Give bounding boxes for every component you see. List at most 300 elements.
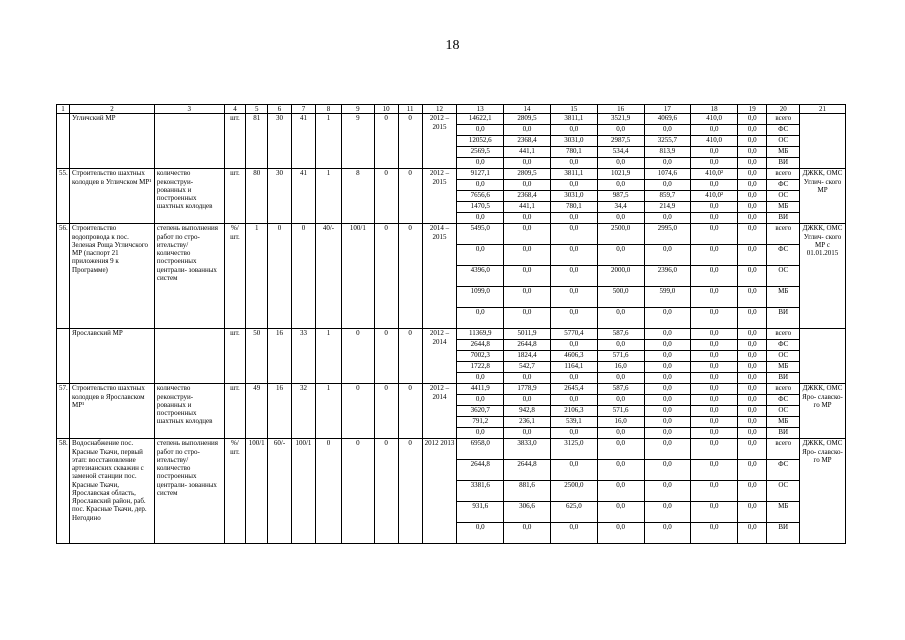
funding-value: 4069,6 xyxy=(644,114,691,125)
funding-value: 0,0 xyxy=(644,417,691,428)
funding-value: 0,0 xyxy=(644,481,691,502)
funding-value: 0,0 xyxy=(644,158,691,169)
funding-value: 0,0 xyxy=(738,417,767,428)
funding-value: 306,6 xyxy=(504,502,551,523)
column-number-20: 20 xyxy=(767,105,800,114)
funding-value: 0,0 xyxy=(550,287,597,308)
funding-value: 2106,3 xyxy=(550,406,597,417)
funding-value: 0,0 xyxy=(691,439,738,460)
funding-value: 2644,8 xyxy=(457,340,504,351)
funding-value: 12052,6 xyxy=(457,136,504,147)
funding-value: 0,0 xyxy=(644,460,691,481)
page-number: 18 xyxy=(445,38,460,53)
funding-value: 0,0 xyxy=(457,213,504,224)
funding-value: 0,0 xyxy=(550,373,597,384)
funding-source: всего xyxy=(767,439,800,460)
funding-value: 0,0 xyxy=(644,384,691,395)
funding-value: 0,0 xyxy=(738,266,767,287)
funding-value: 2987,5 xyxy=(597,136,644,147)
value-col8: 1 xyxy=(315,114,341,169)
indicator xyxy=(154,329,224,384)
funding-value: 0,0 xyxy=(738,125,767,136)
funding-source: МБ xyxy=(767,362,800,373)
funding-value: 0,0 xyxy=(644,395,691,406)
funding-value: 0,0 xyxy=(597,439,644,460)
value-col11: 0 xyxy=(398,224,422,329)
funding-value: 5011,9 xyxy=(504,329,551,340)
funding-source: ВИ xyxy=(767,428,800,439)
table-row xyxy=(57,329,846,340)
executor: ДЖКК, ОМС Яро- славско- го МР xyxy=(800,439,846,544)
funding-value: 0,0 xyxy=(691,158,738,169)
funding-value: 34,4 xyxy=(597,202,644,213)
funding-value: 0,0 xyxy=(691,147,738,158)
funding-value: 0,0 xyxy=(457,428,504,439)
funding-value: 0,0 xyxy=(597,428,644,439)
funding-value: 11369,9 xyxy=(457,329,504,340)
value-col11: 0 xyxy=(398,439,422,544)
value-col7: 41 xyxy=(292,114,316,169)
indicator: степень выполнения работ по стро- ительству/ количество построенных централи- зованных систем xyxy=(154,439,224,544)
funding-value: 0,0 xyxy=(644,373,691,384)
period: 2012 – 2015 xyxy=(422,114,457,169)
funding-value: 0,0 xyxy=(738,406,767,417)
funding-value: 0,0 xyxy=(691,287,738,308)
funding-value: 0,0 xyxy=(738,362,767,373)
funding-value: 0,0 xyxy=(691,224,738,245)
funding-value: 571,6 xyxy=(597,351,644,362)
column-number-10: 10 xyxy=(374,105,398,114)
value-col8: 1 xyxy=(315,169,341,224)
funding-value: 0,0 xyxy=(644,213,691,224)
funding-value: 0,0 xyxy=(457,395,504,406)
funding-value: 0,0 xyxy=(550,266,597,287)
funding-value: 0,0 xyxy=(644,523,691,544)
funding-value: 3833,0 xyxy=(504,439,551,460)
funding-value: 0,0 xyxy=(597,125,644,136)
funding-value: 0,0 xyxy=(691,384,738,395)
funding-value: 410,0 xyxy=(691,114,738,125)
funding-value: 0,0 xyxy=(550,395,597,406)
funding-value: 0,0 xyxy=(597,460,644,481)
column-number-2: 2 xyxy=(70,105,155,114)
funding-value: 2645,4 xyxy=(550,384,597,395)
funding-value: 0,0 xyxy=(691,502,738,523)
funding-value: 587,6 xyxy=(597,384,644,395)
unit: шт. xyxy=(224,169,246,224)
funding-value: 2569,5 xyxy=(457,147,504,158)
funding-value: 0,0 xyxy=(738,384,767,395)
unit: %/ шт. xyxy=(224,439,246,544)
funding-value: 0,0 xyxy=(644,439,691,460)
funding-source: ФС xyxy=(767,125,800,136)
funding-value: 780,1 xyxy=(550,202,597,213)
value-col6: 16 xyxy=(268,384,292,439)
funding-value: 859,7 xyxy=(644,191,691,202)
funding-value: 4606,3 xyxy=(550,351,597,362)
funding-value: 3811,1 xyxy=(550,169,597,180)
funding-value: 0,0 xyxy=(504,523,551,544)
funding-value: 2644,8 xyxy=(504,460,551,481)
table-row xyxy=(57,224,846,245)
value-col9: 100/1 xyxy=(342,224,375,329)
funding-value: 0,0 xyxy=(738,481,767,502)
value-col6: 30 xyxy=(268,114,292,169)
funding-value: 6958,0 xyxy=(457,439,504,460)
funding-value: 0,0 xyxy=(644,245,691,266)
funding-value: 1074,6 xyxy=(644,169,691,180)
funding-source: ВИ xyxy=(767,213,800,224)
value-col8: 0 xyxy=(315,439,341,544)
value-col11: 0 xyxy=(398,384,422,439)
funding-value: 0,0 xyxy=(597,180,644,191)
value-col9: 0 xyxy=(342,384,375,439)
funding-value: 4396,0 xyxy=(457,266,504,287)
funding-value: 0,0 xyxy=(597,395,644,406)
period: 2012 – 2014 xyxy=(422,329,457,384)
value-col11: 0 xyxy=(398,114,422,169)
funding-value: 0,0 xyxy=(597,373,644,384)
funding-value: 0,0 xyxy=(738,502,767,523)
funding-value: 599,0 xyxy=(644,287,691,308)
table-row xyxy=(57,439,846,460)
funding-value: 2368,4 xyxy=(504,136,551,147)
funding-source: ОС xyxy=(767,406,800,417)
value-col5: 100/1 xyxy=(246,439,268,544)
funding-value: 7002,3 xyxy=(457,351,504,362)
value-col9: 8 xyxy=(342,169,375,224)
period: 2012 – 2014 xyxy=(422,384,457,439)
funding-source: ОС xyxy=(767,351,800,362)
funding-value: 3811,1 xyxy=(550,114,597,125)
value-col6: 16 xyxy=(268,329,292,384)
value-col10: 0 xyxy=(374,329,398,384)
funding-value: 0,0 xyxy=(597,158,644,169)
funding-value: 0,0 xyxy=(738,136,767,147)
funding-value: 0,0 xyxy=(644,329,691,340)
value-col5: 1 xyxy=(246,224,268,329)
funding-value: 0,0 xyxy=(644,308,691,329)
funding-value: 0,0 xyxy=(504,180,551,191)
funding-source: всего xyxy=(767,114,800,125)
funding-value: 0,0 xyxy=(644,362,691,373)
item-name: Угличский МР xyxy=(70,114,155,169)
funding-source: ОС xyxy=(767,266,800,287)
row-number xyxy=(57,114,70,169)
funding-source: ВИ xyxy=(767,373,800,384)
funding-value: 0,0 xyxy=(738,169,767,180)
column-number-8: 8 xyxy=(315,105,341,114)
funding-value: 0,0 xyxy=(504,287,551,308)
funding-value: 214,9 xyxy=(644,202,691,213)
funding-value: 0,0 xyxy=(457,523,504,544)
funding-source: ОС xyxy=(767,136,800,147)
value-col9: 0 xyxy=(342,329,375,384)
funding-value: 0,0 xyxy=(504,266,551,287)
funding-value: 0,0 xyxy=(550,224,597,245)
funding-value: 0,0 xyxy=(504,245,551,266)
funding-source: ВИ xyxy=(767,158,800,169)
executor xyxy=(800,114,846,169)
funding-value: 534,4 xyxy=(597,147,644,158)
funding-value: 0,0 xyxy=(738,340,767,351)
funding-value: 0,0 xyxy=(691,340,738,351)
column-number-1: 1 xyxy=(57,105,70,114)
funding-value: 0,0 xyxy=(738,395,767,406)
funding-value: 2809,5 xyxy=(504,114,551,125)
funding-value: 0,0 xyxy=(691,125,738,136)
funding-value: 0,0 xyxy=(550,428,597,439)
column-number-13: 13 xyxy=(457,105,504,114)
funding-value: 0,0 xyxy=(550,158,597,169)
funding-source: ВИ xyxy=(767,308,800,329)
funding-value: 9127,1 xyxy=(457,169,504,180)
funding-value: 1021,9 xyxy=(597,169,644,180)
value-col10: 0 xyxy=(374,439,398,544)
funding-value: 539,1 xyxy=(550,417,597,428)
value-col7: 41 xyxy=(292,169,316,224)
funding-source: ФС xyxy=(767,460,800,481)
column-number-row xyxy=(57,105,846,114)
column-number-17: 17 xyxy=(644,105,691,114)
funding-value: 410,0² xyxy=(691,191,738,202)
indicator: количество реконструи- рованных и построенных шахтных колодцев xyxy=(154,169,224,224)
funding-value: 3031,0 xyxy=(550,191,597,202)
value-col11: 0 xyxy=(398,329,422,384)
executor xyxy=(800,329,846,384)
funding-value: 16,0 xyxy=(597,362,644,373)
executor: ДЖКК, ОМС Углич- ского МР с 01.01.2015 xyxy=(800,224,846,329)
funding-value: 16,0 xyxy=(597,417,644,428)
funding-source: МБ xyxy=(767,502,800,523)
funding-source: ФС xyxy=(767,245,800,266)
funding-source: ФС xyxy=(767,395,800,406)
table-row xyxy=(57,114,846,125)
funding-value: 0,0 xyxy=(738,373,767,384)
column-number-6: 6 xyxy=(268,105,292,114)
funding-value: 1164,1 xyxy=(550,362,597,373)
column-number-5: 5 xyxy=(246,105,268,114)
funding-value: 5770,4 xyxy=(550,329,597,340)
value-col7: 100/1 xyxy=(292,439,316,544)
value-col9: 9 xyxy=(342,114,375,169)
value-col5: 80 xyxy=(246,169,268,224)
funding-value: 2500,0 xyxy=(597,224,644,245)
value-col8: 1 xyxy=(315,384,341,439)
funding-source: всего xyxy=(767,384,800,395)
unit: шт. xyxy=(224,384,246,439)
funding-value: 2396,0 xyxy=(644,266,691,287)
value-col10: 0 xyxy=(374,114,398,169)
funding-value: 0,0 xyxy=(597,481,644,502)
row-number: 58. xyxy=(57,439,70,544)
funding-value: 0,0 xyxy=(691,428,738,439)
funding-value: 0,0 xyxy=(644,180,691,191)
funding-value: 0,0 xyxy=(738,439,767,460)
funding-value: 0,0 xyxy=(504,224,551,245)
funding-value: 3255,7 xyxy=(644,136,691,147)
row-number: 57. xyxy=(57,384,70,439)
funding-value: 4411,9 xyxy=(457,384,504,395)
funding-value: 0,0 xyxy=(691,180,738,191)
value-col6: 0 xyxy=(268,224,292,329)
funding-value: 0,0 xyxy=(691,245,738,266)
funding-value: 441,1 xyxy=(504,147,551,158)
funding-value: 0,0 xyxy=(504,213,551,224)
funding-value: 0,0 xyxy=(691,481,738,502)
funding-value: 441,1 xyxy=(504,202,551,213)
value-col7: 32 xyxy=(292,384,316,439)
funding-value: 0,0 xyxy=(738,351,767,362)
funding-value: 780,1 xyxy=(550,147,597,158)
value-col11: 0 xyxy=(398,169,422,224)
column-number-19: 19 xyxy=(738,105,767,114)
funding-value: 2644,8 xyxy=(457,460,504,481)
column-number-21: 21 xyxy=(800,105,846,114)
funding-value: 0,0 xyxy=(691,308,738,329)
funding-value: 0,0 xyxy=(457,158,504,169)
indicator xyxy=(154,114,224,169)
funding-value: 0,0 xyxy=(738,428,767,439)
funding-value: 0,0 xyxy=(597,523,644,544)
table-row xyxy=(57,169,846,180)
period: 2012 2013 xyxy=(422,439,457,544)
funding-value: 3381,6 xyxy=(457,481,504,502)
funding-source: ВИ xyxy=(767,523,800,544)
funding-value: 0,0 xyxy=(504,373,551,384)
funding-value: 0,0 xyxy=(738,158,767,169)
funding-value: 0,0 xyxy=(691,373,738,384)
value-col7: 33 xyxy=(292,329,316,384)
value-col8: 40/- xyxy=(315,224,341,329)
row-number: 55. xyxy=(57,169,70,224)
funding-value: 2995,0 xyxy=(644,224,691,245)
funding-value: 0,0 xyxy=(550,180,597,191)
funding-value: 791,2 xyxy=(457,417,504,428)
funding-value: 0,0 xyxy=(691,395,738,406)
funding-value: 2644,8 xyxy=(504,340,551,351)
column-number-11: 11 xyxy=(398,105,422,114)
funding-value: 0,0 xyxy=(738,180,767,191)
funding-value: 0,0 xyxy=(550,523,597,544)
executor: ДЖКК, ОМС Яро- славско- го МР xyxy=(800,384,846,439)
value-col9: 0 xyxy=(342,439,375,544)
item-name: Ярославский МР xyxy=(70,329,155,384)
value-col5: 50 xyxy=(246,329,268,384)
funding-value: 931,6 xyxy=(457,502,504,523)
funding-value: 0,0 xyxy=(691,202,738,213)
value-col6: 60/- xyxy=(268,439,292,544)
funding-source: всего xyxy=(767,329,800,340)
funding-value: 0,0 xyxy=(457,125,504,136)
funding-value: 0,0 xyxy=(504,395,551,406)
funding-value: 587,6 xyxy=(597,329,644,340)
funding-value: 0,0 xyxy=(738,329,767,340)
funding-value: 0,0 xyxy=(457,245,504,266)
funding-value: 0,0 xyxy=(691,417,738,428)
table-body xyxy=(57,105,846,544)
funding-value: 942,8 xyxy=(504,406,551,417)
value-col5: 81 xyxy=(246,114,268,169)
funding-value: 0,0 xyxy=(738,460,767,481)
funding-value: 3620,7 xyxy=(457,406,504,417)
funding-source: ФС xyxy=(767,340,800,351)
funding-value: 0,0 xyxy=(738,191,767,202)
funding-value: 1722,8 xyxy=(457,362,504,373)
column-number-7: 7 xyxy=(292,105,316,114)
funding-value: 0,0 xyxy=(691,351,738,362)
funding-value: 0,0 xyxy=(691,460,738,481)
item-name: Строительство шахтных колодцев в Ярославском МР¹ xyxy=(70,384,155,439)
funding-value: 410,0² xyxy=(691,169,738,180)
funding-value: 0,0 xyxy=(738,147,767,158)
funding-value: 0,0 xyxy=(457,180,504,191)
funding-source: МБ xyxy=(767,202,800,213)
funding-value: 0,0 xyxy=(738,114,767,125)
funding-value: 1470,5 xyxy=(457,202,504,213)
value-col6: 30 xyxy=(268,169,292,224)
funding-value: 2000,0 xyxy=(597,266,644,287)
funding-value: 0,0 xyxy=(550,245,597,266)
funding-value: 0,0 xyxy=(691,213,738,224)
value-col10: 0 xyxy=(374,169,398,224)
funding-value: 0,0 xyxy=(691,523,738,544)
funding-value: 542,7 xyxy=(504,362,551,373)
funding-value: 0,0 xyxy=(644,406,691,417)
funding-value: 1824,4 xyxy=(504,351,551,362)
funding-value: 0,0 xyxy=(738,213,767,224)
funding-value: 14622,1 xyxy=(457,114,504,125)
column-number-14: 14 xyxy=(504,105,551,114)
value-col10: 0 xyxy=(374,384,398,439)
funding-value: 0,0 xyxy=(691,266,738,287)
funding-value: 0,0 xyxy=(644,428,691,439)
funding-value: 0,0 xyxy=(644,340,691,351)
funding-value: 0,0 xyxy=(597,213,644,224)
funding-source: всего xyxy=(767,169,800,180)
period: 2014 – 2015 xyxy=(422,224,457,329)
funding-value: 0,0 xyxy=(691,329,738,340)
funding-value: 0,0 xyxy=(644,351,691,362)
unit: %/ шт. xyxy=(224,224,246,329)
funding-value: 0,0 xyxy=(550,460,597,481)
item-name: Водоснабжение пос. Красные Ткачи, первый этап: восстановление артезианских скважин с заменой станции пос. Красные Ткачи, Ярославская область, Ярославский район, раб. пос. Красные Ткачи, дер. Негодино xyxy=(70,439,155,544)
funding-value: 813,9 xyxy=(644,147,691,158)
funding-value: 500,0 xyxy=(597,287,644,308)
funding-value: 0,0 xyxy=(550,308,597,329)
funding-value: 0,0 xyxy=(597,502,644,523)
funding-value: 1099,0 xyxy=(457,287,504,308)
funding-value: 0,0 xyxy=(738,287,767,308)
funding-value: 881,6 xyxy=(504,481,551,502)
funding-value: 0,0 xyxy=(738,202,767,213)
indicator: количество реконструи- рованных и построенных шахтных колодцев xyxy=(154,384,224,439)
funding-source: ФС xyxy=(767,180,800,191)
funding-value: 410,0 xyxy=(691,136,738,147)
funding-source: МБ xyxy=(767,287,800,308)
funding-value: 236,1 xyxy=(504,417,551,428)
funding-value: 3031,0 xyxy=(550,136,597,147)
funding-value: 0,0 xyxy=(504,428,551,439)
value-col10: 0 xyxy=(374,224,398,329)
funding-value: 0,0 xyxy=(504,158,551,169)
column-number-4: 4 xyxy=(224,105,246,114)
funding-value: 0,0 xyxy=(738,245,767,266)
executor: ДЖКК, ОМС Углич- ского МР xyxy=(800,169,846,224)
funding-value: 0,0 xyxy=(644,125,691,136)
item-name: Строительство водопровода к пос. Зеленая Роща Угличского МР (паспорт 21 приложения 9 к Программе) xyxy=(70,224,155,329)
funding-source: ОС xyxy=(767,481,800,502)
